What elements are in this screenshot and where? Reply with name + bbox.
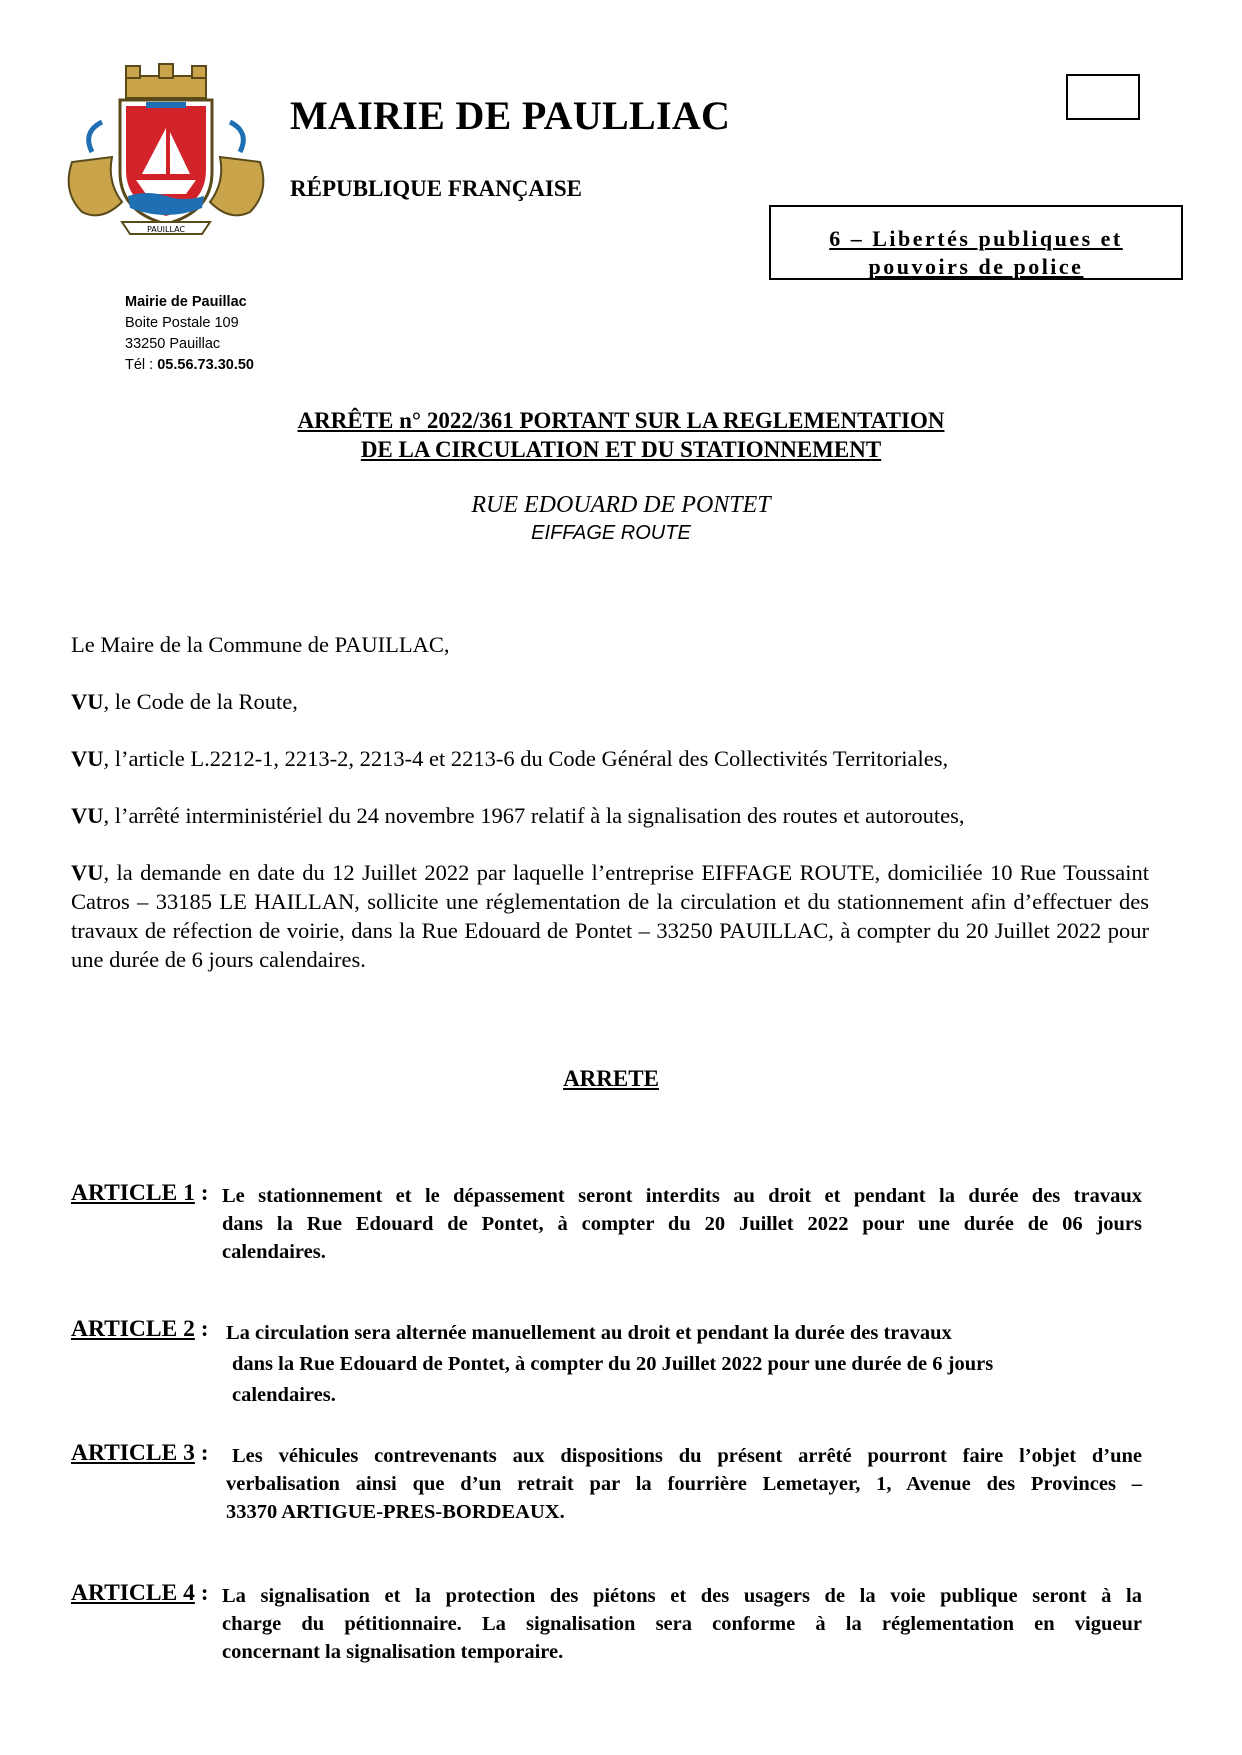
article-separator: : [194,1580,209,1606]
page-subtitle: RÉPUBLIQUE FRANÇAISE [290,176,583,201]
article-number: ARTICLE 2 [71,1316,195,1342]
page-title: MAIRIE DE PAULLIAC [290,93,731,138]
article-number: ARTICLE 4 [71,1580,195,1606]
category-label [771,225,1181,280]
article-line: calendaires. [232,1384,336,1406]
article-number: ARTICLE 1 [71,1180,195,1206]
address-line-1: Boite Postale 109 [125,315,239,331]
arrete-title-line-2: DE LA CIRCULATION ET DU STATIONNEMENT [360,437,882,462]
article-line: 33370 ARTIGUE-PRES-BORDEAUX. [226,1501,565,1523]
street-name: RUE EDOUARD DE PONTET [471,492,771,518]
crest-banner-label: PAUILLAC [146,225,186,234]
article-separator: : [194,1180,209,1206]
article-body [222,1182,1142,1266]
category-line-1: 6 – Libertés publiques et [829,226,1123,251]
vu-text: , le Code de la Route, [103,689,298,714]
phone-number: 05.56.73.30.50 [157,357,254,373]
address-block [125,292,254,376]
article-label [71,1440,209,1467]
article-line: dans la Rue Edouard de Pontet, à compter du 20 Juillet 2022 pour une durée de 06 jours [222,1213,1142,1235]
article-separator: : [194,1440,209,1466]
vu-label: VU [71,746,104,771]
blank-stamp-box [1066,74,1140,120]
article-label [71,1316,209,1343]
vu-text: , l’article L.2212-1, 2213-2, 2213-4 et 2213-6 du Code Général des Collectivités Territoriales, [103,746,949,771]
address-name: Mairie de Pauillac [125,294,247,310]
preamble-vu-3 [71,801,1149,830]
article-line: verbalisation ainsi que d’un retrait par la fourrière Lemetayer, 1, Avenue des Provinces – [226,1473,1142,1495]
arrete-title [240,406,1002,464]
address-line-2: 33250 Pauillac [125,336,221,352]
article-line: dans la Rue Edouard de Pontet, à compter du 20 Juillet 2022 pour une durée de 6 jours [232,1353,994,1375]
article-line: La circulation sera alternée manuellement au droit et pendant la durée des travaux [226,1322,952,1344]
article-line: concernant la signalisation temporaire. [222,1641,564,1663]
preamble-intro: Le Maire de la Commune de PAUILLAC, [71,632,450,657]
article-line: La signalisation et la protection des piétons et des usagers de la voie publique seront à la [222,1585,1142,1607]
article-separator: : [194,1316,209,1342]
vu-label: VU [71,803,104,828]
article-line: calendaires. [222,1241,326,1263]
article-label [71,1180,209,1207]
vu-label: VU [71,860,104,885]
preamble-vu-4 [71,858,1149,974]
vu-text: , la demande en date du 12 Juillet 2022 par laquelle l’entreprise EIFFAGE ROUTE, domiciliée 10 Rue Toussaint Catros – 33185 LE HAILLAN, sollicite une réglementation de la circulation et du stationnement afin d’effectuer des travaux de réfection de voirie, dans la Rue Edouard de Pontet – 33250 PAUILLAC, à compter du 20 Juillet 2022 pour une durée de 6 jours calendaires. [71,860,1149,972]
article-body [226,1318,1146,1411]
article-line: Les véhicules contrevenants aux dispositions du présent arrêté pourront faire l’objet d’une [232,1445,1142,1467]
preamble-vu-1 [71,687,1149,716]
article-line: charge du pétitionnaire. La signalisation sera conforme à la réglementation en vigueur [222,1613,1142,1635]
arrete-title-line-1: ARRÊTE n° 2022/361 PORTANT SUR LA REGLEMENTATION [297,408,945,433]
phone-label: Tél : [125,357,154,373]
article-body [226,1442,1142,1526]
city-crest-icon [62,62,270,240]
article-body [222,1582,1142,1666]
vu-text: , l’arrêté interministériel du 24 novembre 1967 relatif à la signalisation des routes et autoroutes, [103,803,965,828]
company-name: EIFFAGE ROUTE [531,522,691,544]
preamble-vu-2 [71,744,1149,773]
article-label [71,1580,209,1607]
category-box [769,205,1183,280]
vu-label: VU [71,689,104,714]
decision-heading: ARRETE [563,1066,659,1091]
article-number: ARTICLE 3 [71,1440,195,1466]
address-phone-row [125,355,254,376]
article-line: Le stationnement et le dépassement seront interdits au droit et pendant la durée des travaux [222,1185,1142,1207]
category-line-2: pouvoirs de police [868,254,1084,279]
